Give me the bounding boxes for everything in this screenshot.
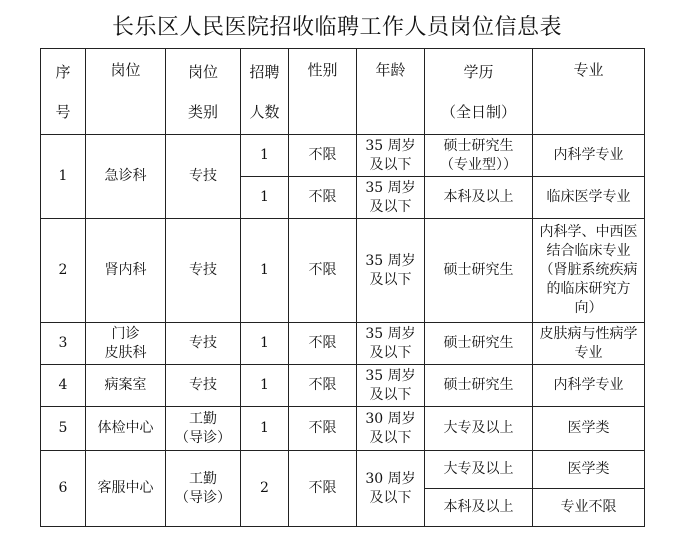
gender-cell: 不限 — [289, 177, 357, 219]
seq-cell: 2 — [41, 219, 86, 323]
header-count — [241, 49, 289, 135]
count-cell: 1 — [241, 365, 289, 407]
count-cell: 1 — [241, 219, 289, 323]
education-text: 本科及以上 — [443, 189, 514, 205]
header-age-label: 年龄 — [375, 61, 406, 79]
category-cell — [166, 365, 241, 407]
post-cell — [86, 219, 166, 323]
header-major-label: 专业 — [573, 61, 604, 79]
age-line2: 及以下 — [369, 386, 412, 403]
age-cell — [357, 135, 425, 177]
category-cell — [166, 219, 241, 323]
age-cell — [357, 407, 425, 451]
table-row — [41, 407, 645, 451]
positions-table — [40, 48, 645, 527]
header-age — [357, 49, 425, 135]
education-cell — [425, 407, 533, 451]
post-cell — [86, 365, 166, 407]
age-line2: 及以下 — [369, 271, 412, 288]
header-count-line2: 人数 — [249, 102, 280, 121]
category-text: 专技 — [189, 262, 217, 278]
category-text: 专技 — [189, 168, 217, 184]
header-post-label: 岗位 — [110, 61, 141, 79]
gender-cell: 不限 — [289, 451, 357, 527]
header-seq — [41, 49, 86, 135]
count-cell: 1 — [241, 177, 289, 219]
age-cell — [357, 451, 425, 527]
table-row — [41, 365, 645, 407]
gender-cell: 不限 — [289, 219, 357, 323]
education-line1: 硕士研究生 — [443, 137, 514, 154]
major-cell: 临床医学专业 — [533, 177, 645, 219]
count-cell: 1 — [241, 323, 289, 365]
major-cell: 医学类 — [533, 451, 645, 489]
post-cell — [86, 407, 166, 451]
age-line2: 及以下 — [369, 429, 412, 446]
education-text: 大专及以上 — [443, 420, 514, 436]
gender-cell: 不限 — [289, 365, 357, 407]
post-text: 体检中心 — [97, 420, 154, 436]
major-cell: 专业不限 — [533, 489, 645, 527]
post-text: 急诊科 — [104, 168, 147, 184]
major-cell: 皮肤病与性病学专业 — [533, 323, 645, 365]
seq-cell: 1 — [41, 135, 86, 219]
post-text: 肾内科 — [104, 262, 147, 278]
gender-cell: 不限 — [289, 323, 357, 365]
category-line1: 工勤 — [189, 470, 217, 487]
age-cell — [357, 177, 425, 219]
education-cell — [425, 135, 533, 177]
header-post — [86, 49, 166, 135]
count-cell: 1 — [241, 407, 289, 451]
count-cell: 2 — [241, 451, 289, 527]
education-cell — [425, 323, 533, 365]
age-line1: 30 周岁 — [365, 410, 416, 427]
seq-cell: 6 — [41, 451, 86, 527]
post-cell — [86, 135, 166, 219]
post-cell — [86, 323, 166, 365]
post-line1: 门诊 — [111, 325, 140, 342]
seq-cell: 4 — [41, 365, 86, 407]
age-line2: 及以下 — [369, 489, 412, 506]
header-gender-label: 性别 — [307, 61, 338, 79]
header-education — [425, 49, 533, 135]
post-line2: 皮肤科 — [104, 344, 147, 361]
major-cell: 内科学、中西医结合临床专业（肾脏系统疾病的临床研究方向） — [533, 219, 645, 323]
header-education-line1: 学历 — [463, 62, 494, 81]
education-line2: （专业型）） — [440, 156, 517, 173]
header-major — [533, 49, 645, 135]
count-cell: 1 — [241, 135, 289, 177]
category-text: 专技 — [189, 377, 217, 393]
major-cell: 医学类 — [533, 407, 645, 451]
category-cell — [166, 407, 241, 451]
education-cell — [425, 451, 533, 489]
education-text: 硕士研究生 — [443, 335, 514, 351]
education-cell — [425, 365, 533, 407]
education-text: 本科及以上 — [443, 499, 514, 515]
gender-cell: 不限 — [289, 407, 357, 451]
gender-cell: 不限 — [289, 135, 357, 177]
category-cell — [166, 451, 241, 527]
age-line2: 及以下 — [369, 344, 412, 361]
table-row — [41, 323, 645, 365]
major-cell: 内科学专业 — [533, 365, 645, 407]
seq-cell: 3 — [41, 323, 86, 365]
category-text: 专技 — [189, 335, 217, 351]
age-line1: 35 周岁 — [365, 325, 416, 342]
header-row — [41, 49, 645, 135]
age-line1: 35 周岁 — [365, 367, 416, 384]
category-line1: 工勤 — [189, 410, 217, 427]
education-cell — [425, 177, 533, 219]
age-line1: 35 周岁 — [365, 179, 416, 196]
header-seq-line2: 号 — [55, 102, 71, 121]
header-category — [166, 49, 241, 135]
category-line2: （导诊） — [175, 489, 231, 506]
age-line2: 及以下 — [369, 156, 412, 173]
education-text: 硕士研究生 — [443, 377, 514, 393]
post-cell — [86, 451, 166, 527]
major-cell: 内科学专业 — [533, 135, 645, 177]
page-title: 长乐区人民医院招收临聘工作人员岗位信息表 — [111, 15, 562, 40]
age-line1: 35 周岁 — [365, 252, 416, 269]
category-cell — [166, 323, 241, 365]
table-row — [41, 135, 645, 177]
post-text: 客服中心 — [97, 480, 154, 496]
post-text: 病案室 — [104, 377, 147, 393]
age-cell — [357, 365, 425, 407]
age-line1: 30 周岁 — [365, 470, 416, 487]
header-seq-line1: 序 — [55, 62, 71, 81]
category-cell — [166, 135, 241, 219]
age-cell — [357, 323, 425, 365]
age-line2: 及以下 — [369, 198, 412, 215]
header-education-line2: （全日制） — [440, 102, 516, 121]
header-category-line2: 类别 — [187, 102, 218, 121]
education-text: 大专及以上 — [443, 461, 514, 477]
seq-cell: 5 — [41, 407, 86, 451]
table-row — [41, 451, 645, 489]
education-cell — [425, 489, 533, 527]
age-line1: 35 周岁 — [365, 137, 416, 154]
header-gender — [289, 49, 357, 135]
education-cell — [425, 219, 533, 323]
education-text: 硕士研究生 — [443, 262, 514, 278]
table-row — [41, 219, 645, 323]
header-category-line1: 岗位 — [187, 62, 218, 81]
category-line2: （导诊） — [175, 429, 231, 446]
header-count-line1: 招聘 — [249, 62, 280, 81]
age-cell — [357, 219, 425, 323]
